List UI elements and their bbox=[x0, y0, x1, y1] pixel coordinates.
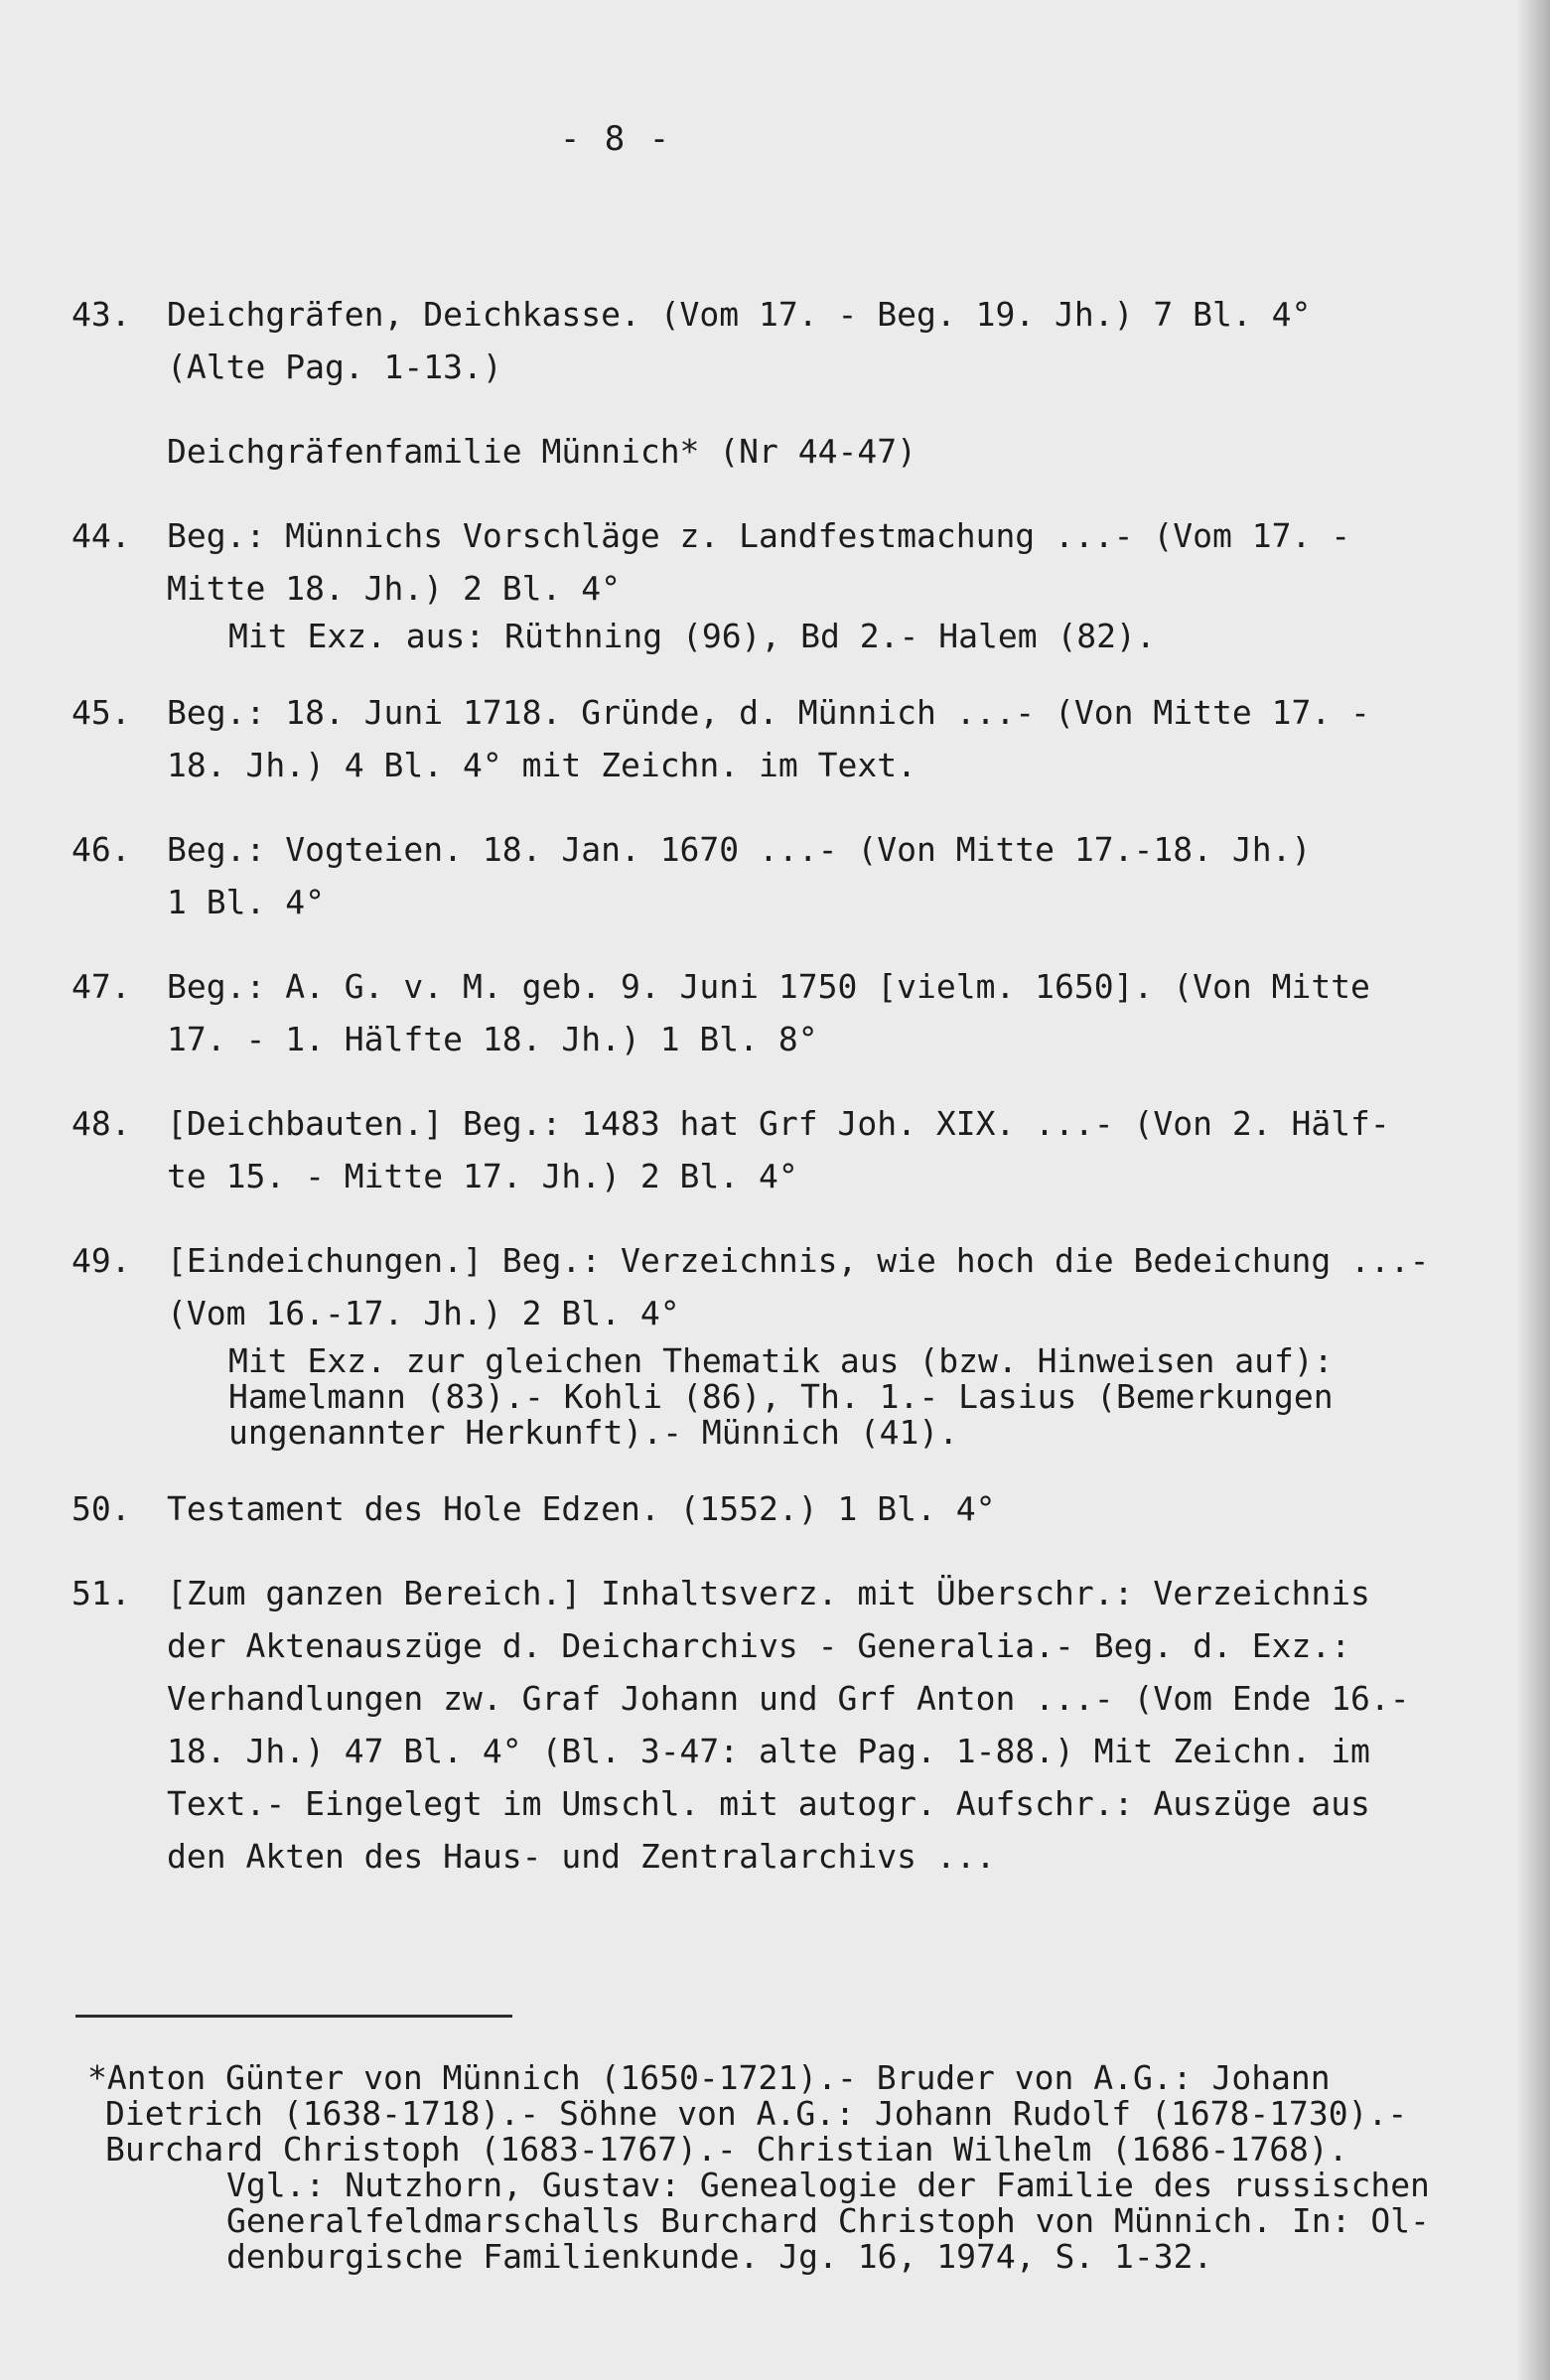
entry-48 bbox=[71, 1097, 1491, 1202]
entry-line: Testament des Hole Edzen. (1552.) 1 Bl. 4° bbox=[167, 1489, 996, 1528]
entry-line: Verhandlungen zw. Graf Johann und Grf Anton ...- (Vom Ende 16.- bbox=[167, 1679, 1410, 1718]
footnote-line: Vgl.: Nutzhorn, Gustav: Genealogie der Familie des russischen bbox=[226, 2166, 1430, 2204]
entry-line: den Akten des Haus- und Zentralarchivs ... bbox=[167, 1837, 996, 1876]
entry-line: Beg.: Vogteien. 18. Jan. 1670 ...- (Von Mitte 17.-18. Jh.) bbox=[167, 830, 1312, 869]
entry-line: Beg.: Münnichs Vorschläge z. Landfestmachung ...- (Vom 17. - bbox=[167, 516, 1351, 555]
entry-line: Text.- Eingelegt im Umschl. mit autogr. Aufschr.: Auszüge aus bbox=[167, 1784, 1370, 1823]
entry-number: 50. bbox=[71, 1489, 131, 1528]
entry-line: te 15. - Mitte 17. Jh.) 2 Bl. 4° bbox=[167, 1157, 798, 1195]
entry-44 bbox=[71, 509, 1491, 654]
entry-line: [Zum ganzen Bereich.] Inhaltsverz. mit Überschr.: Verzeichnis bbox=[167, 1574, 1370, 1612]
entry-number: 46. bbox=[71, 830, 131, 869]
entry-number: 48. bbox=[71, 1104, 131, 1143]
footnote-line: *Anton Günter von Münnich (1650-1721).- Bruder von A.G.: Johann bbox=[87, 2058, 1331, 2097]
entry-note: Mit Exz. aus: Rüthning (96), Bd 2.- Halem (82). bbox=[228, 617, 1156, 655]
entry-number: 44. bbox=[71, 516, 131, 555]
footnote-line: denburgische Familienkunde. Jg. 16, 1974, S. 1-32. bbox=[226, 2237, 1213, 2276]
footnote-line: Dietrich (1638-1718).- Söhne von A.G.: Johann Rudolf (1678-1730).- bbox=[105, 2094, 1408, 2133]
entry-note: Hamelmann (83).- Kohli (86), Th. 1.- Lasius (Bemerkungen bbox=[228, 1377, 1334, 1416]
section-heading: Deichgräfenfamilie Münnich* (Nr 44-47) bbox=[167, 432, 916, 471]
page-edge-shadow bbox=[1516, 0, 1550, 2380]
entry-49 bbox=[71, 1234, 1491, 1451]
entry-number: 45. bbox=[71, 693, 131, 732]
entry-line: 1 Bl. 4° bbox=[167, 883, 325, 921]
entry-51 bbox=[71, 1567, 1491, 1883]
entry-line: (Vom 16.-17. Jh.) 2 Bl. 4° bbox=[167, 1294, 680, 1332]
entry-number: 43. bbox=[71, 295, 131, 334]
footnote-line: Burchard Christoph (1683-1767).- Christian Wilhelm (1686-1768). bbox=[105, 2130, 1348, 2169]
entry-50 bbox=[71, 1482, 1491, 1535]
entry-note: Mit Exz. zur gleichen Thematik aus (bzw. Hinweisen auf): bbox=[228, 1341, 1334, 1380]
entry-note: ungenannter Herkunft).- Münnich (41). bbox=[228, 1413, 959, 1452]
entry-line: [Eindeichungen.] Beg.: Verzeichnis, wie hoch die Bedeichung ...- bbox=[167, 1241, 1430, 1280]
footnote bbox=[87, 2060, 1497, 2275]
entry-line: 18. Jh.) 4 Bl. 4° mit Zeichn. im Text. bbox=[167, 746, 916, 784]
entry-line: Deichgräfen, Deichkasse. (Vom 17. - Beg. 19. Jh.) 7 Bl. 4° bbox=[167, 295, 1312, 334]
entry-line: [Deichbauten.] Beg.: 1483 hat Grf Joh. XIX. ...- (Von 2. Hälf- bbox=[167, 1104, 1390, 1143]
entry-line: (Alte Pag. 1-13.) bbox=[167, 348, 502, 386]
entry-number: 47. bbox=[71, 967, 131, 1006]
entry-number: 49. bbox=[71, 1241, 131, 1280]
footnote-divider bbox=[75, 2015, 512, 2018]
entry-45 bbox=[71, 686, 1491, 791]
page-number: - 8 - bbox=[559, 119, 672, 159]
entry-line: der Aktenauszüge d. Deicharchivs - Generalia.- Beg. d. Exz.: bbox=[167, 1626, 1351, 1665]
footnote-line: Generalfeldmarschalls Burchard Christoph von Münnich. In: Ol- bbox=[226, 2201, 1430, 2240]
entry-46 bbox=[71, 823, 1491, 928]
entry-line: 18. Jh.) 47 Bl. 4° (Bl. 3-47: alte Pag. 1-88.) Mit Zeichn. im bbox=[167, 1732, 1370, 1770]
entry-number: 51. bbox=[71, 1574, 131, 1612]
entry-line: Beg.: A. G. v. M. geb. 9. Juni 1750 [vielm. 1650]. (Von Mitte bbox=[167, 967, 1370, 1006]
entry-line: 17. - 1. Hälfte 18. Jh.) 1 Bl. 8° bbox=[167, 1020, 818, 1058]
entry-list bbox=[71, 288, 1491, 1914]
entry-43 bbox=[71, 288, 1491, 393]
entry-line: Mitte 18. Jh.) 2 Bl. 4° bbox=[167, 569, 621, 608]
entry-line: Beg.: 18. Juni 1718. Gründe, d. Münnich ...- (Von Mitte 17. - bbox=[167, 693, 1370, 732]
entry-47 bbox=[71, 960, 1491, 1065]
